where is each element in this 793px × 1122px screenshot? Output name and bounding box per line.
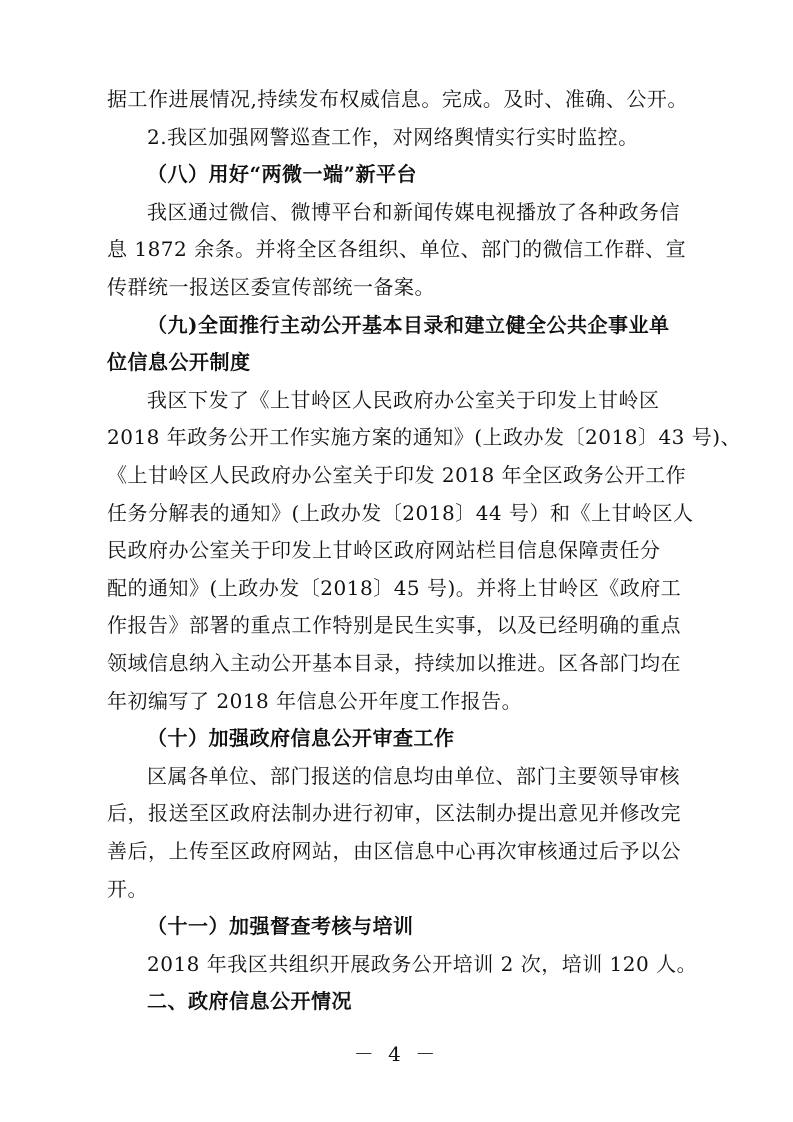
text-line: 传群统一报送区委宣传部统一备案。 bbox=[107, 275, 435, 299]
text-line: 2.我区加强网警巡查工作，对网络舆情实行实时监控。 bbox=[147, 124, 639, 149]
text-line: 善后，上传至区政府网站，由区信息中心再次审核通过后予以公 bbox=[107, 839, 681, 863]
text-line: 据工作进展情况,持续发布权威信息。完成。及时、准确、公开。 bbox=[107, 87, 688, 111]
text-line: 开。 bbox=[107, 876, 148, 901]
text-line: 领域信息纳入主动公开基本目录，持续加以推进。区各部门均在 bbox=[107, 651, 681, 675]
text-line: 《上甘岭区人民政府办公室关于印发 2018 年全区政务公开工作 bbox=[107, 463, 687, 487]
text-line: 2018 年我区共组织开展政务公开培训 2 次，培训 120 人。 bbox=[147, 951, 698, 976]
text-line: 后，报送至区政府法制办进行初审，区法制办提出意见并修改完 bbox=[107, 801, 681, 826]
text-line: 我区下发了《上甘岭区人民政府办公室关于印发上甘岭区 bbox=[147, 387, 660, 412]
text-line: 民政府办公室关于印发上甘岭区政府网站栏目信息保障责任分 bbox=[107, 538, 661, 563]
text-line: 区属各单位、部门报送的信息均由单位、部门主要领导审核 bbox=[147, 763, 680, 788]
section-heading: （十一）加强督查考核与培训 bbox=[147, 914, 414, 939]
page-number: － 4 － bbox=[353, 1042, 440, 1066]
text-line: 息 1872 余条。并将全区各组织、单位、部门的微信工作群、宣 bbox=[107, 237, 687, 262]
section-heading: （十）加强政府信息公开审查工作 bbox=[147, 726, 455, 751]
chapter-heading: 二、政府信息公开情况 bbox=[147, 989, 352, 1014]
text-line: 我区通过微信、微博平台和新闻传媒电视播放了各种政务信 bbox=[147, 199, 680, 224]
section-heading: 位信息公开制度 bbox=[107, 350, 251, 375]
section-heading: （九)全面推行主动公开基本目录和建立健全公共企事业单 bbox=[147, 312, 670, 337]
text-line: 任务分解表的通知》(上政办发〔2018〕44 号）和《上甘岭区人 bbox=[107, 500, 694, 525]
section-heading: （八）用好“两微一端”新平台 bbox=[147, 162, 418, 187]
text-line: 作报告》部署的重点工作特别是民生实事，以及已经明确的重点 bbox=[107, 613, 681, 638]
text-line: 2018 年政务公开工作实施方案的通知》(上政办发〔2018〕43 号)、 bbox=[107, 425, 742, 450]
text-line: 配的通知》(上政办发〔2018〕45 号)。并将上甘岭区《政府工 bbox=[107, 575, 682, 600]
text-line: 年初编写了 2018 年信息公开年度工作报告。 bbox=[107, 688, 523, 713]
